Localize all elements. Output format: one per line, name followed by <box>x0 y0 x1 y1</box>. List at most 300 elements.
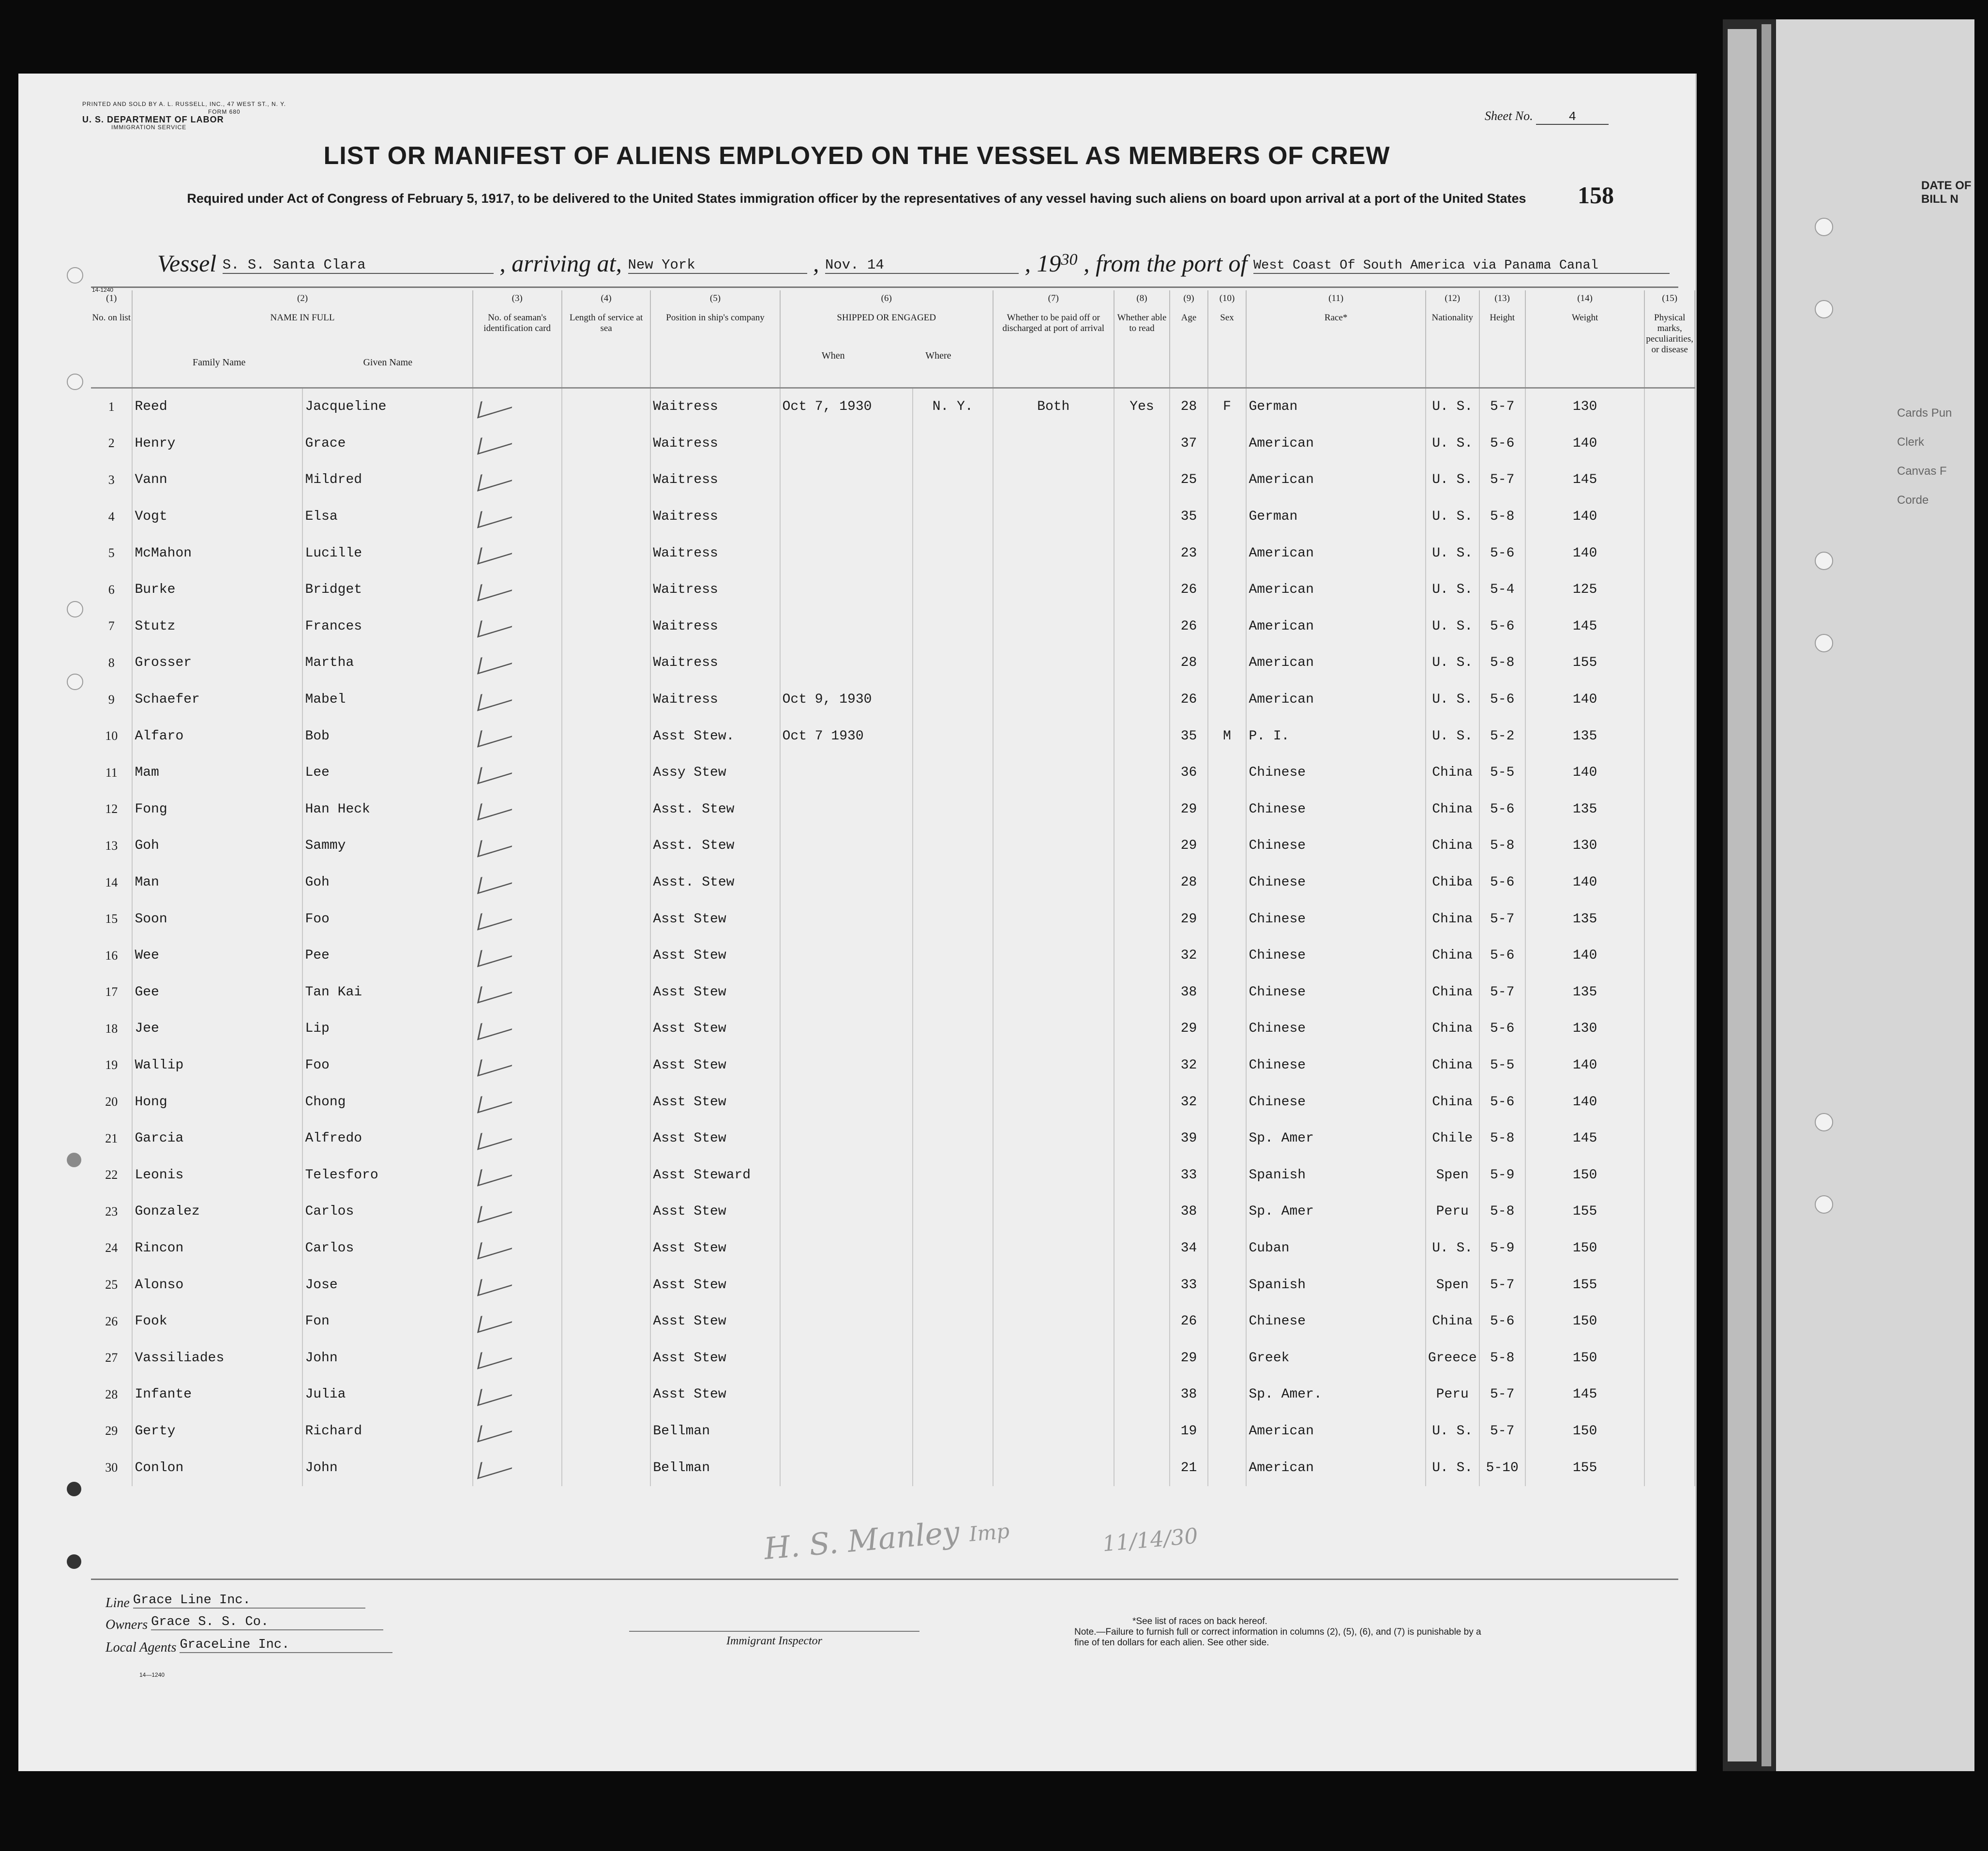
from-port-label: , from the port of <box>1084 250 1248 277</box>
signature-date: 11/14/30 <box>1101 1523 1199 1557</box>
height: 5-8 <box>1479 498 1525 535</box>
shipped-where <box>913 828 993 864</box>
table-header-row <box>91 290 1695 388</box>
paid-off <box>993 1376 1114 1413</box>
checkmark-icon <box>477 1050 515 1077</box>
able-to-read <box>1114 1376 1170 1413</box>
position: Asst Stew <box>650 1120 780 1157</box>
col-service-length: (4) Length of service at sea <box>562 290 651 388</box>
col-paid-off: (7) Whether to be paid off or discharged at port of arrival <box>993 290 1114 388</box>
sex <box>1208 1047 1247 1084</box>
race: Sp. Amer <box>1246 1120 1425 1157</box>
nationality: Peru <box>1426 1193 1479 1230</box>
shipped-when <box>780 1339 913 1376</box>
footer-agents <box>105 1638 392 1655</box>
paid-off <box>993 1157 1114 1193</box>
table-row <box>91 681 1695 718</box>
table-row <box>91 1413 1695 1450</box>
table-row <box>91 1120 1695 1157</box>
shipped-where <box>913 1010 993 1047</box>
row-number: 19 <box>91 1047 132 1084</box>
table-row <box>91 1084 1695 1120</box>
family-name: Fong <box>132 791 302 828</box>
col-physical-marks: (15) Physical marks, peculiarities, or disease <box>1644 290 1695 388</box>
nationality: China <box>1426 1303 1479 1340</box>
service-length <box>562 572 651 608</box>
sex <box>1208 608 1247 645</box>
shipped-when <box>780 937 913 974</box>
edge-card-label-4: Corde <box>1897 494 1929 507</box>
physical-marks <box>1644 1303 1695 1340</box>
nationality: China <box>1426 937 1479 974</box>
height: 5-6 <box>1479 791 1525 828</box>
nationality: Spen <box>1426 1157 1479 1193</box>
year-prefix: , 19 <box>1024 250 1061 277</box>
height: 5-6 <box>1479 535 1525 572</box>
id-card-check <box>473 974 562 1011</box>
physical-marks <box>1644 1010 1695 1047</box>
physical-marks <box>1644 754 1695 791</box>
age: 29 <box>1170 791 1207 828</box>
shipped-when <box>780 1266 913 1303</box>
punch-hole <box>67 674 83 690</box>
able-to-read <box>1114 1157 1170 1193</box>
able-to-read <box>1114 425 1170 462</box>
punch-hole <box>1815 218 1833 236</box>
able-to-read <box>1114 901 1170 937</box>
age: 25 <box>1170 462 1207 498</box>
weight: 145 <box>1525 1120 1645 1157</box>
given-name: Lee <box>302 754 472 791</box>
age: 32 <box>1170 937 1207 974</box>
height: 5-8 <box>1479 1193 1525 1230</box>
able-to-read <box>1114 498 1170 535</box>
service-length <box>562 388 651 425</box>
family-name: Vann <box>132 462 302 498</box>
shipped-where <box>913 1339 993 1376</box>
shipped-where <box>913 864 993 901</box>
position: Waitress <box>650 681 780 718</box>
nationality: U. S. <box>1426 1230 1479 1267</box>
given-name: Bob <box>302 718 472 754</box>
col-shipped: (6) SHIPPED OR ENGAGED When Where <box>780 290 993 388</box>
checkmark-icon <box>477 720 515 747</box>
height: 5-7 <box>1479 462 1525 498</box>
position: Waitress <box>650 462 780 498</box>
nationality: U. S. <box>1426 1449 1479 1486</box>
physical-marks <box>1644 974 1695 1011</box>
table-row <box>91 1376 1695 1413</box>
shipped-where <box>913 1230 993 1267</box>
given-name: Lucille <box>302 535 472 572</box>
family-name: Mam <box>132 754 302 791</box>
table-row <box>91 754 1695 791</box>
position: Asst Stew. <box>650 718 780 754</box>
age: 33 <box>1170 1266 1207 1303</box>
able-to-read <box>1114 937 1170 974</box>
checkmark-icon <box>477 647 515 674</box>
paid-off <box>993 425 1114 462</box>
race: P. I. <box>1246 718 1425 754</box>
checkmark-icon <box>477 574 515 601</box>
race: Spanish <box>1246 1157 1425 1193</box>
race: Spanish <box>1246 1266 1425 1303</box>
shipped-where <box>913 754 993 791</box>
given-name: John <box>302 1339 472 1376</box>
shipped-where <box>913 1157 993 1193</box>
given-name: Foo <box>302 1047 472 1084</box>
age: 29 <box>1170 828 1207 864</box>
height: 5-7 <box>1479 974 1525 1011</box>
nationality: China <box>1426 901 1479 937</box>
row-number: 7 <box>91 608 132 645</box>
punch-hole <box>1815 634 1833 652</box>
agents-value: GraceLine Inc. <box>180 1638 392 1653</box>
checkmark-icon <box>477 1013 515 1040</box>
paid-off <box>993 974 1114 1011</box>
given-name: Mildred <box>302 462 472 498</box>
able-to-read <box>1114 864 1170 901</box>
shipped-when <box>780 1193 913 1230</box>
row-number: 22 <box>91 1157 132 1193</box>
weight: 135 <box>1525 901 1645 937</box>
checkmark-icon <box>477 830 515 857</box>
family-name: Reed <box>132 388 302 425</box>
table-row <box>91 1266 1695 1303</box>
able-to-read <box>1114 1413 1170 1450</box>
row-number: 6 <box>91 572 132 608</box>
given-name: Elsa <box>302 498 472 535</box>
height: 5-9 <box>1479 1157 1525 1193</box>
height: 5-9 <box>1479 1230 1525 1267</box>
sex <box>1208 1084 1247 1120</box>
col-id-card: (3) No. of seaman's identification card <box>473 290 562 388</box>
footer-line <box>105 1593 365 1611</box>
checkmark-icon <box>477 1086 515 1113</box>
given-name: Martha <box>302 645 472 681</box>
shipped-when <box>780 1230 913 1267</box>
able-to-read <box>1114 1266 1170 1303</box>
physical-marks <box>1644 1339 1695 1376</box>
printer-header <box>82 100 286 131</box>
shipped-when: Oct 9, 1930 <box>780 681 913 718</box>
physical-marks <box>1644 572 1695 608</box>
family-name: Wallip <box>132 1047 302 1084</box>
paid-off <box>993 864 1114 901</box>
family-name: Gerty <box>132 1413 302 1450</box>
vessel-name: S. S. Santa Clara <box>223 257 494 274</box>
weight: 145 <box>1525 462 1645 498</box>
age: 35 <box>1170 718 1207 754</box>
given-name: Fon <box>302 1303 472 1340</box>
physical-marks <box>1644 1230 1695 1267</box>
height: 5-7 <box>1479 1376 1525 1413</box>
weight: 155 <box>1525 1266 1645 1303</box>
punch-hole <box>1815 552 1833 570</box>
position: Bellman <box>650 1449 780 1486</box>
shipped-where <box>913 535 993 572</box>
checkmark-icon <box>477 1452 515 1479</box>
line-label: Line <box>105 1595 130 1610</box>
given-name: Pee <box>302 937 472 974</box>
shipped-when <box>780 645 913 681</box>
table-row <box>91 388 1695 425</box>
age: 23 <box>1170 535 1207 572</box>
row-number: 12 <box>91 791 132 828</box>
race: Chinese <box>1246 1303 1425 1340</box>
age: 39 <box>1170 1120 1207 1157</box>
race: American <box>1246 645 1425 681</box>
row-number: 17 <box>91 974 132 1011</box>
paid-off <box>993 1084 1114 1120</box>
shipped-when <box>780 864 913 901</box>
age: 37 <box>1170 425 1207 462</box>
height: 5-6 <box>1479 864 1525 901</box>
service-length <box>562 864 651 901</box>
weight: 130 <box>1525 828 1645 864</box>
height: 5-8 <box>1479 1120 1525 1157</box>
position: Asst Stew <box>650 1230 780 1267</box>
position: Waitress <box>650 645 780 681</box>
shipped-when <box>780 1413 913 1450</box>
service-length <box>562 1266 651 1303</box>
weight: 135 <box>1525 974 1645 1011</box>
race: Chinese <box>1246 937 1425 974</box>
able-to-read: Yes <box>1114 388 1170 425</box>
checkmark-icon <box>477 538 515 565</box>
table-row <box>91 1339 1695 1376</box>
given-name: Telesforo <box>302 1157 472 1193</box>
position: Asst Stew <box>650 1303 780 1340</box>
able-to-read <box>1114 535 1170 572</box>
race: American <box>1246 462 1425 498</box>
table-row <box>91 572 1695 608</box>
service-length <box>562 1303 651 1340</box>
footer-rule <box>91 1579 1678 1580</box>
service-length <box>562 1193 651 1230</box>
shipped-when <box>780 1303 913 1340</box>
line-value: Grace Line Inc. <box>133 1593 365 1609</box>
able-to-read <box>1114 1120 1170 1157</box>
punch-hole <box>67 267 83 284</box>
paid-off <box>993 572 1114 608</box>
weight: 145 <box>1525 1376 1645 1413</box>
age: 38 <box>1170 1376 1207 1413</box>
physical-marks <box>1644 1193 1695 1230</box>
footer-owners <box>105 1615 383 1633</box>
row-number: 14 <box>91 864 132 901</box>
footer-note <box>1074 1616 1495 1648</box>
race: American <box>1246 681 1425 718</box>
col-when: When <box>821 350 845 361</box>
sex: F <box>1208 388 1247 425</box>
edge-card-label-2: Clerk <box>1897 436 1925 449</box>
weight: 150 <box>1525 1339 1645 1376</box>
id-card-check <box>473 1376 562 1413</box>
service-length <box>562 535 651 572</box>
given-name: Goh <box>302 864 472 901</box>
family-name: Gonzalez <box>132 1193 302 1230</box>
weight: 140 <box>1525 681 1645 718</box>
col-height: (13) Height <box>1479 290 1525 388</box>
table-row <box>91 462 1695 498</box>
service-name: IMMIGRATION SERVICE <box>111 124 187 131</box>
nationality: China <box>1426 1010 1479 1047</box>
able-to-read <box>1114 1339 1170 1376</box>
position: Asst Stew <box>650 901 780 937</box>
form-number: FORM 680 <box>208 108 241 115</box>
sex <box>1208 828 1247 864</box>
checkmark-icon <box>477 940 515 967</box>
id-card-check <box>473 901 562 937</box>
paid-off <box>993 1339 1114 1376</box>
sex <box>1208 1230 1247 1267</box>
position: Waitress <box>650 498 780 535</box>
paid-off <box>993 681 1114 718</box>
position: Assy Stew <box>650 754 780 791</box>
family-name: Alonso <box>132 1266 302 1303</box>
service-length <box>562 425 651 462</box>
owners-label: Owners <box>105 1617 148 1632</box>
height: 5-5 <box>1479 1047 1525 1084</box>
service-length <box>562 1157 651 1193</box>
age: 28 <box>1170 864 1207 901</box>
race: German <box>1246 498 1425 535</box>
family-name: Garcia <box>132 1120 302 1157</box>
given-name: Han Heck <box>302 791 472 828</box>
shipped-where <box>913 462 993 498</box>
age: 26 <box>1170 608 1207 645</box>
row-number: 15 <box>91 901 132 937</box>
id-card-check <box>473 572 562 608</box>
sex <box>1208 572 1247 608</box>
age: 29 <box>1170 901 1207 937</box>
age: 26 <box>1170 1303 1207 1340</box>
id-card-check <box>473 1449 562 1486</box>
race: American <box>1246 572 1425 608</box>
nationality: U. S. <box>1426 425 1479 462</box>
col-where: Where <box>925 350 951 361</box>
table-row <box>91 645 1695 681</box>
given-name: Sammy <box>302 828 472 864</box>
row-number: 4 <box>91 498 132 535</box>
id-card-check <box>473 498 562 535</box>
checkmark-icon <box>477 1159 515 1187</box>
age: 32 <box>1170 1084 1207 1120</box>
given-name: John <box>302 1449 472 1486</box>
row-number: 30 <box>91 1449 132 1486</box>
id-card-check <box>473 1010 562 1047</box>
page-subtitle: Required under Act of Congress of February 5, 1917, to be delivered to the United States immigration officer by the representatives of any vessel having such aliens on board upon arrival at a port of the United States <box>187 191 1526 206</box>
sex <box>1208 754 1247 791</box>
shipped-where <box>913 937 993 974</box>
id-card-check <box>473 1230 562 1267</box>
position: Waitress <box>650 388 780 425</box>
row-number: 27 <box>91 1339 132 1376</box>
id-card-check <box>473 754 562 791</box>
position: Asst Stew <box>650 1339 780 1376</box>
position: Asst Stew <box>650 1376 780 1413</box>
row-number: 26 <box>91 1303 132 1340</box>
agents-label: Local Agents <box>105 1640 177 1655</box>
paid-off <box>993 1047 1114 1084</box>
able-to-read <box>1114 1010 1170 1047</box>
position: Asst. Stew <box>650 791 780 828</box>
family-name: Henry <box>132 425 302 462</box>
edge-stamp: DATE OF BILL N <box>1921 179 1972 206</box>
row-number: 29 <box>91 1413 132 1450</box>
sheet-label: Sheet No. <box>1485 109 1533 123</box>
age: 38 <box>1170 974 1207 1011</box>
paid-off <box>993 645 1114 681</box>
table-row <box>91 608 1695 645</box>
able-to-read <box>1114 754 1170 791</box>
sex <box>1208 498 1247 535</box>
id-card-check <box>473 608 562 645</box>
given-name: Jacqueline <box>302 388 472 425</box>
sex <box>1208 1010 1247 1047</box>
col-weight: (14) Weight <box>1525 290 1645 388</box>
paid-off <box>993 608 1114 645</box>
race: American <box>1246 425 1425 462</box>
checkmark-icon <box>477 867 515 894</box>
able-to-read <box>1114 1047 1170 1084</box>
family-name: Wee <box>132 937 302 974</box>
physical-marks <box>1644 901 1695 937</box>
given-name: Bridget <box>302 572 472 608</box>
checkmark-icon <box>477 1306 515 1333</box>
sex <box>1208 1376 1247 1413</box>
family-name: Conlon <box>132 1449 302 1486</box>
weight: 135 <box>1525 791 1645 828</box>
footer-code: 14—1240 <box>139 1671 165 1678</box>
paid-off <box>993 828 1114 864</box>
height: 5-7 <box>1479 1413 1525 1450</box>
nationality: Chiba <box>1426 864 1479 901</box>
sex <box>1208 1449 1247 1486</box>
table-row <box>91 1449 1695 1486</box>
able-to-read <box>1114 1193 1170 1230</box>
shipped-where <box>913 718 993 754</box>
page-title: LIST OR MANIFEST OF ALIENS EMPLOYED ON THE VESSEL AS MEMBERS OF CREW <box>323 142 1390 170</box>
race: Chinese <box>1246 1010 1425 1047</box>
age: 33 <box>1170 1157 1207 1193</box>
position: Bellman <box>650 1413 780 1450</box>
id-card-check <box>473 828 562 864</box>
able-to-read <box>1114 608 1170 645</box>
shipped-where: N. Y. <box>913 388 993 425</box>
physical-marks <box>1644 425 1695 462</box>
sex: M <box>1208 718 1247 754</box>
shipped-where <box>913 1120 993 1157</box>
sex <box>1208 462 1247 498</box>
vessel-line: Vessel S. S. Santa Clara , arriving at, New York , Nov. 14 , $19^{30}$ , from the port of West Coast Of South America via Panama Canal <box>157 249 1670 277</box>
physical-marks <box>1644 1047 1695 1084</box>
physical-marks <box>1644 1413 1695 1450</box>
table-row <box>91 937 1695 974</box>
row-number: 11 <box>91 754 132 791</box>
punch-hole <box>1815 1113 1833 1131</box>
nationality: China <box>1426 974 1479 1011</box>
shipped-where <box>913 1413 993 1450</box>
given-name: Jose <box>302 1266 472 1303</box>
nationality: U. S. <box>1426 535 1479 572</box>
shipped-where <box>913 572 993 608</box>
shipped-when <box>780 425 913 462</box>
sex <box>1208 864 1247 901</box>
given-name: Alfredo <box>302 1120 472 1157</box>
physical-marks <box>1644 937 1695 974</box>
